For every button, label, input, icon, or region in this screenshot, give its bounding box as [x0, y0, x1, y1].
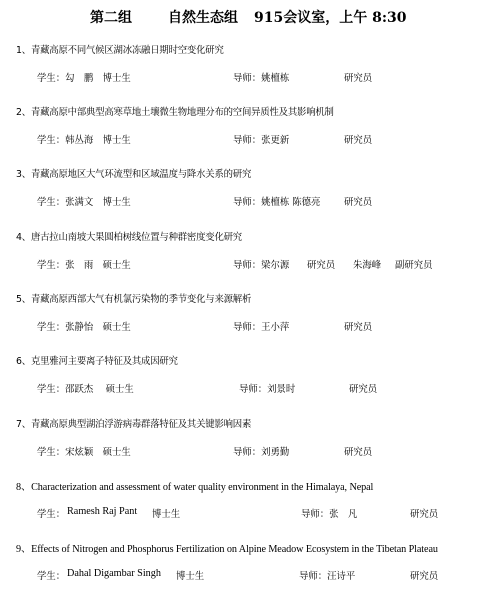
presentation-item	[0, 104, 498, 166]
advisor-rank: 研究员	[349, 384, 378, 395]
advisor-info: 导师：刘勇勤	[233, 447, 290, 458]
student-info: 学生：韩丛海 博士生	[37, 135, 131, 146]
presentation-title: 8、Characterization and assessment of water quality environment in the Himalaya, Nepal	[16, 482, 374, 493]
co-advisor-name: 朱海峰	[353, 260, 382, 271]
advisor-rank: 研究员	[307, 260, 336, 271]
student-label: 学生：	[37, 509, 66, 520]
presentation-item	[0, 229, 498, 291]
student-info: 学生：勾 鹏 博士生	[37, 73, 131, 84]
presentation-title: 1、青藏高原不同气候区湖冰冻融日期时空变化研究	[16, 45, 224, 56]
advisor-info: 导师：刘景时	[239, 384, 296, 395]
student-info: 学生：张静怡 硕士生	[37, 322, 131, 333]
advisor-info: 导师：张 凡	[301, 509, 358, 520]
student-label: 学生：	[37, 571, 66, 582]
presentation-title: 9、Effects of Nitrogen and Phosphorus Fertilization on Alpine Meadow Ecosystem in the Tibetan Plateau	[16, 544, 438, 555]
student-name: Ramesh Raj Pant	[67, 506, 138, 517]
presentation-item	[0, 42, 498, 104]
advisor-rank: 研究员	[410, 571, 439, 582]
presentation-title: 7、青藏高原典型湖泊浮游病毒群落特征及其关键影响因素	[16, 419, 252, 430]
student-name: Dahal Digambar Singh	[67, 568, 161, 579]
session-place-time: 915会议室，上午 8:30	[254, 10, 407, 26]
presentation-item	[0, 540, 498, 602]
advisor-rank: 研究员	[344, 73, 373, 84]
presentation-item	[0, 416, 498, 478]
student-degree: 博士生	[176, 571, 205, 582]
advisor-rank: 研究员	[344, 197, 373, 208]
co-advisor-rank: 副研究员	[395, 260, 433, 271]
presentation-title: 5、青藏高原西部大气有机氯污染物的季节变化与来源解析	[16, 294, 252, 305]
presentation-item	[0, 291, 498, 353]
advisor-info: 导师：张更新	[233, 135, 290, 146]
advisor-rank: 研究员	[344, 447, 373, 458]
advisor-info: 导师：姚檀栋	[233, 73, 290, 84]
presentation-title: 2、青藏高原中部典型高寒草地土壤微生物地理分布的空间异质性及其影响机制	[16, 107, 334, 118]
presentation-item	[0, 166, 498, 228]
advisor-info: 导师：姚檀栋 陈德亮	[233, 197, 321, 208]
presentation-item	[0, 478, 498, 540]
advisor-rank: 研究员	[344, 322, 373, 333]
presentation-title: 6、克里雅河主要离子特征及其成因研究	[16, 356, 178, 367]
student-info: 学生：张 雨 硕士生	[37, 260, 131, 271]
presentation-title: 4、唐古拉山南坡大果圆柏树线位置与种群密度变化研究	[16, 232, 242, 243]
student-info: 学生：张满文 博士生	[37, 197, 131, 208]
group-topic: 自然生态组	[168, 10, 238, 26]
student-info: 学生：宋炫颖 硕士生	[37, 447, 131, 458]
advisor-info: 导师：汪诗平	[299, 571, 356, 582]
advisor-info: 导师：王小萍	[233, 322, 290, 333]
student-degree: 博士生	[152, 509, 181, 520]
presentation-item	[0, 353, 498, 415]
advisor-rank: 研究员	[410, 509, 439, 520]
student-info: 学生：邵跃杰 硕士生	[37, 384, 134, 395]
group-name: 第二组	[90, 10, 132, 26]
advisor-rank: 研究员	[344, 135, 373, 146]
advisor-info: 导师：梁尔源	[233, 260, 290, 271]
presentation-title: 3、青藏高原地区大气环流型和区域温度与降水关系的研究	[16, 169, 252, 180]
